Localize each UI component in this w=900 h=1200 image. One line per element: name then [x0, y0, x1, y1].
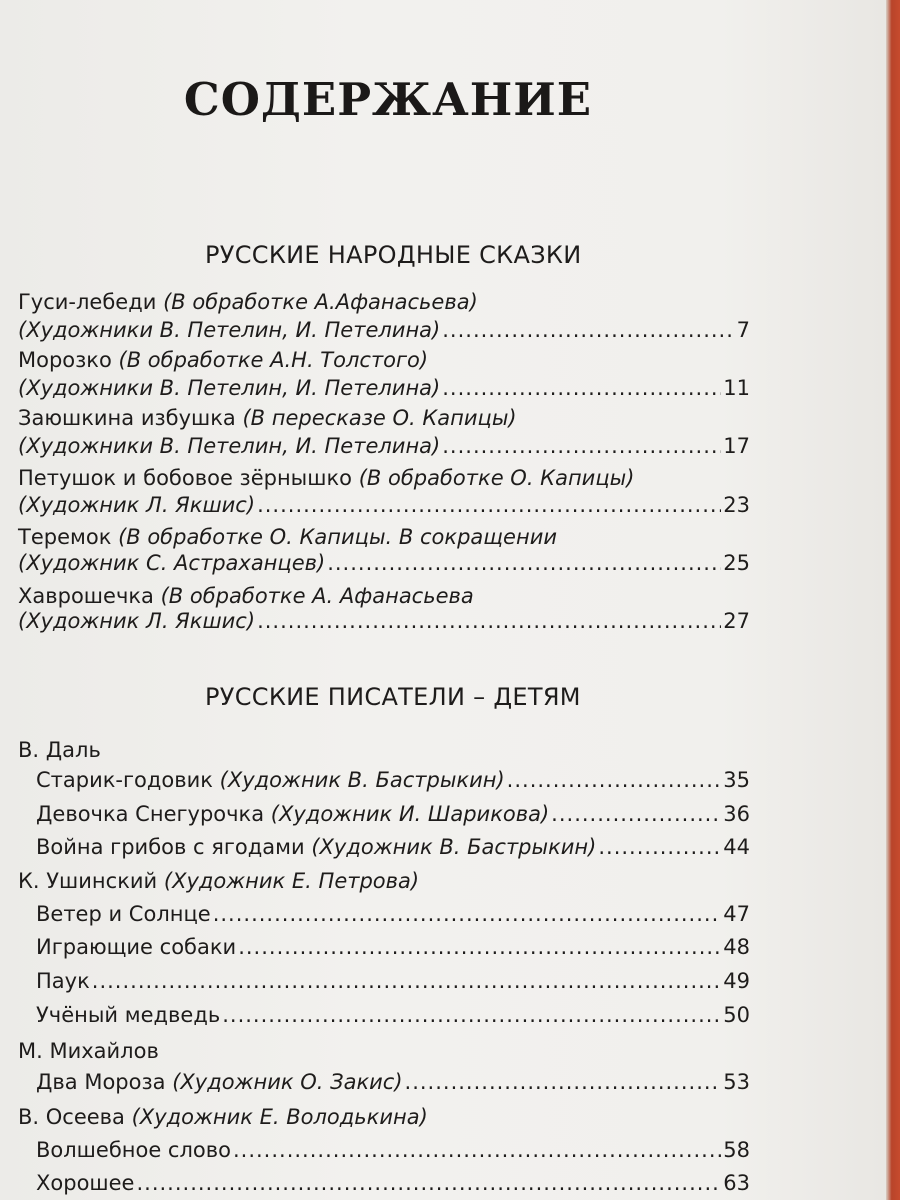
toc-entry-leader-line: [18, 317, 750, 343]
dot-leader: [405, 1069, 722, 1095]
entry-title: Заюшкина избушка: [18, 406, 236, 430]
dot-leader: [442, 433, 721, 459]
entry-illustrator-note: (Художник Л. Якшис): [18, 493, 256, 517]
entry-illustrator-note: (Художники В. Петелин, И. Петелина): [18, 434, 441, 458]
entry-adaptation-note: (В обработке А.Н. Толстого): [118, 348, 429, 372]
dot-leader: [92, 968, 721, 994]
toc-work-line: [36, 968, 750, 994]
page-number: 48: [723, 935, 750, 959]
entry-adaptation-note: (В пересказе О. Капицы): [242, 406, 517, 430]
work-title: Старик-годовик: [36, 768, 213, 792]
page-number: 63: [723, 1171, 750, 1195]
entry-title: Морозко: [18, 348, 112, 372]
dot-leader: [257, 492, 721, 518]
toc-entry-title-line: [18, 524, 750, 550]
page-edge: [886, 0, 900, 1200]
work-title: Два Мороза: [36, 1070, 166, 1094]
author-name: К. Ушинский: [18, 869, 158, 893]
page-number: 49: [723, 969, 750, 993]
toc-entry-title-line: [18, 465, 750, 491]
toc-entry-leader-line: [18, 433, 750, 459]
toc-entry-leader-line: [18, 608, 750, 634]
author-line: [18, 1104, 750, 1130]
work-title: Хорошее: [36, 1171, 135, 1195]
entry-adaptation-note: (В обработке А.Афанасьева): [163, 290, 478, 314]
work-title: Ветер и Солнце: [36, 902, 211, 926]
page-number: 25: [723, 551, 750, 575]
dot-leader: [442, 375, 721, 401]
page-number: 11: [723, 376, 750, 400]
page-number: 7: [736, 318, 750, 342]
work-title: Паук: [36, 969, 90, 993]
page-number: 47: [723, 902, 750, 926]
toc-work-line: [36, 834, 750, 860]
entry-illustrator-note: (Художник Л. Якшис): [18, 609, 256, 633]
toc-work-line: [36, 1002, 750, 1028]
entry-adaptation-note: (В обработке О. Капицы. В сокращении: [118, 525, 557, 549]
page-number: 50: [723, 1003, 750, 1027]
page-number: 44: [723, 835, 750, 859]
toc-entry-leader-line: [18, 375, 750, 401]
toc-entry-leader-line: [18, 492, 750, 518]
toc-work-line: [36, 1137, 750, 1163]
author-illustrator-note: (Художник Е. Володькина): [131, 1105, 428, 1129]
dot-leader: [222, 1002, 721, 1028]
page-number: 17: [723, 434, 750, 458]
page-number: 58: [723, 1138, 750, 1162]
entry-title: Теремок: [18, 525, 112, 549]
page-number: 23: [723, 493, 750, 517]
page-title: СОДЕРЖАНИЕ: [183, 73, 593, 126]
toc-entry-title-line: [18, 405, 750, 431]
entry-illustrator-note: (Художники В. Петелин, И. Петелина): [18, 376, 441, 400]
dot-leader: [136, 1170, 721, 1196]
dot-leader: [507, 767, 722, 793]
work-illustrator-note: (Художник В. Бастрыкин): [219, 768, 505, 792]
dot-leader: [551, 801, 721, 827]
toc-entry-leader-line: [18, 550, 750, 576]
dot-leader: [213, 901, 722, 927]
dot-leader: [233, 1137, 721, 1163]
work-illustrator-note: (Художник И. Шарикова): [270, 802, 550, 826]
work-title: Учёный медведь: [36, 1003, 221, 1027]
author-line: [18, 737, 750, 763]
author-line: [18, 1038, 750, 1064]
entry-title: Гуси-лебеди: [18, 290, 157, 314]
toc-entry-title-line: [18, 583, 750, 609]
dot-leader: [257, 608, 721, 634]
toc-work-line: [36, 801, 750, 827]
toc-work-line: [36, 767, 750, 793]
work-title: Играющие собаки: [36, 935, 237, 959]
author-illustrator-note: (Художник Е. Петрова): [163, 869, 420, 893]
section-heading-folk-tales: РУССКИЕ НАРОДНЫЕ СКАЗКИ: [205, 241, 582, 269]
entry-title: Хаврошечка: [18, 584, 154, 608]
page-number: 36: [723, 802, 750, 826]
entry-adaptation-note: (В обработке А. Афанасьева: [160, 584, 474, 608]
author-line: [18, 868, 750, 894]
work-illustrator-note: (Художник В. Бастрыкин): [311, 835, 597, 859]
section-heading-russian-writers: РУССКИЕ ПИСАТЕЛИ – ДЕТЯМ: [205, 683, 581, 711]
dot-leader: [327, 550, 721, 576]
page-number: 27: [723, 609, 750, 633]
work-title: Волшебное слово: [36, 1138, 231, 1162]
author-name: В. Даль: [18, 738, 101, 762]
dot-leader: [442, 317, 734, 343]
toc-entry-title-line: [18, 289, 750, 315]
work-title: Девочка Снегурочка: [36, 802, 265, 826]
work-title: Война грибов с ягодами: [36, 835, 305, 859]
page-number: 35: [723, 768, 750, 792]
toc-work-line: [36, 1170, 750, 1196]
author-name: В. Осеева: [18, 1105, 125, 1129]
dot-leader: [598, 834, 721, 860]
entry-title: Петушок и бобовое зёрнышко: [18, 466, 353, 490]
entry-adaptation-note: (В обработке О. Капицы): [358, 466, 635, 490]
toc-work-line: [36, 901, 750, 927]
toc-work-line: [36, 1069, 750, 1095]
page-number: 53: [723, 1070, 750, 1094]
work-illustrator-note: (Художник О. Закис): [172, 1070, 403, 1094]
entry-illustrator-note: (Художники В. Петелин, И. Петелина): [18, 318, 441, 342]
toc-entry-title-line: [18, 347, 750, 373]
dot-leader: [238, 934, 721, 960]
entry-illustrator-note: (Художник С. Астраханцев): [18, 551, 326, 575]
toc-work-line: [36, 934, 750, 960]
author-name: М. Михайлов: [18, 1039, 159, 1063]
